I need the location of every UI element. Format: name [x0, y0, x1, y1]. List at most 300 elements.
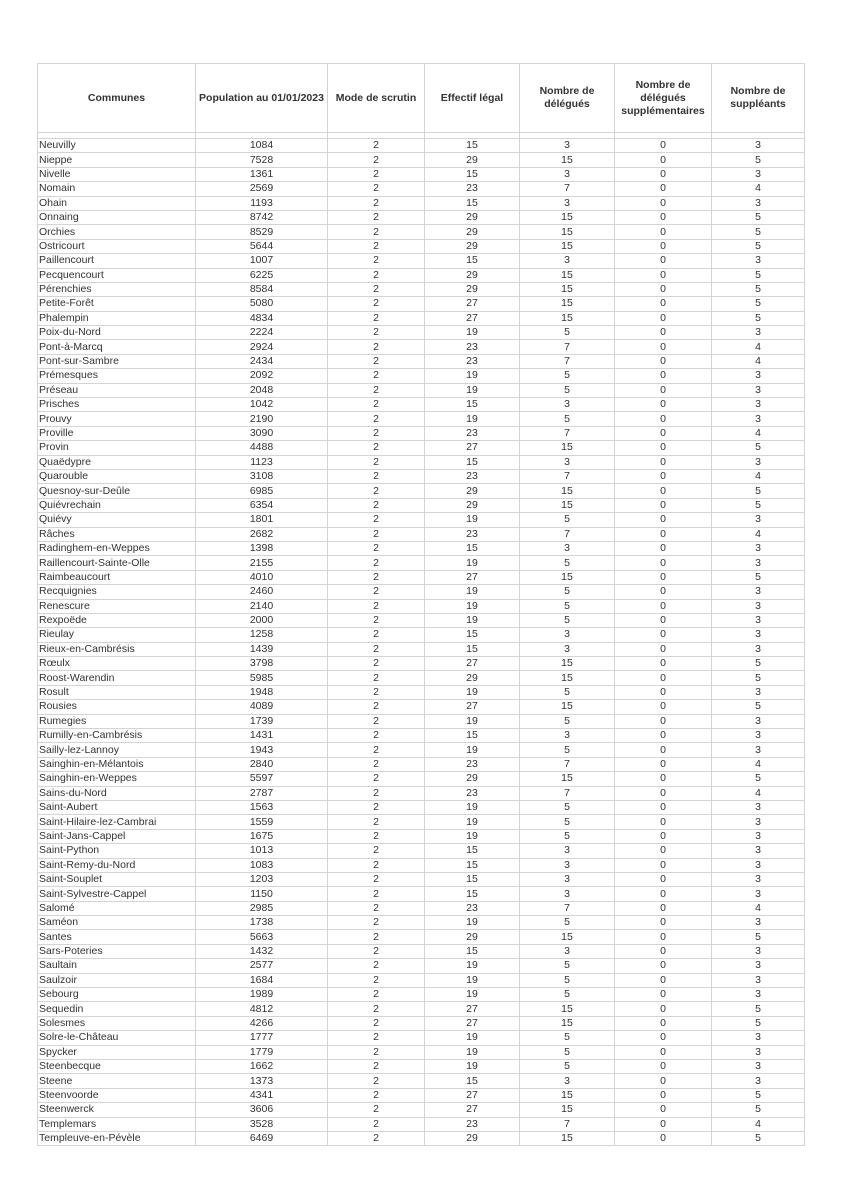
- delegues-supplementaires-cell: 0: [615, 844, 712, 858]
- commune-cell: Provin: [38, 441, 196, 455]
- effectif-legal-cell: 27: [425, 700, 520, 714]
- effectif-legal-cell: 27: [425, 1002, 520, 1016]
- suppleants-cell: 3: [712, 1031, 805, 1045]
- commune-cell: Radinghem-en-Weppes: [38, 541, 196, 555]
- population-cell: 4089: [196, 700, 328, 714]
- mode-scrutin-cell: 2: [328, 685, 425, 699]
- mode-scrutin-cell: 2: [328, 829, 425, 843]
- commune-cell: Renescure: [38, 599, 196, 613]
- delegues-supplementaires-cell: 0: [615, 225, 712, 239]
- effectif-legal-cell: 15: [425, 858, 520, 872]
- mode-scrutin-cell: 2: [328, 153, 425, 167]
- delegues-cell: 7: [520, 1117, 615, 1131]
- population-cell: 1948: [196, 685, 328, 699]
- population-cell: 3528: [196, 1117, 328, 1131]
- effectif-legal-cell: 19: [425, 1060, 520, 1074]
- table-row: [38, 988, 805, 1002]
- delegues-supplementaires-cell: 0: [615, 426, 712, 440]
- delegues-cell: 15: [520, 484, 615, 498]
- commune-cell: Templemars: [38, 1117, 196, 1131]
- commune-cell: Nivelle: [38, 167, 196, 181]
- mode-scrutin-cell: 2: [328, 426, 425, 440]
- effectif-legal-cell: 23: [425, 757, 520, 771]
- table-row: [38, 1117, 805, 1131]
- effectif-legal-cell: 15: [425, 398, 520, 412]
- effectif-legal-cell: 29: [425, 930, 520, 944]
- mode-scrutin-cell: 2: [328, 210, 425, 224]
- population-cell: 8529: [196, 225, 328, 239]
- delegues-cell: 7: [520, 426, 615, 440]
- delegues-cell: 15: [520, 570, 615, 584]
- effectif-legal-cell: 19: [425, 959, 520, 973]
- suppleants-cell: 3: [712, 398, 805, 412]
- table-row: [38, 916, 805, 930]
- effectif-legal-cell: 19: [425, 743, 520, 757]
- suppleants-cell: 3: [712, 412, 805, 426]
- delegues-cell: 7: [520, 901, 615, 915]
- population-cell: 3090: [196, 426, 328, 440]
- mode-scrutin-cell: 2: [328, 671, 425, 685]
- delegues-supplementaires-cell: 0: [615, 541, 712, 555]
- population-cell: 1989: [196, 988, 328, 1002]
- commune-cell: Ohain: [38, 196, 196, 210]
- commune-cell: Saint-Aubert: [38, 800, 196, 814]
- delegues-cell: 7: [520, 469, 615, 483]
- commune-cell: Pont-à-Marcq: [38, 340, 196, 354]
- table-row: [38, 714, 805, 728]
- commune-cell: Sequedin: [38, 1002, 196, 1016]
- effectif-legal-cell: 19: [425, 369, 520, 383]
- delegues-supplementaires-cell: 0: [615, 469, 712, 483]
- header-mode-scrutin: Mode de scrutin: [328, 64, 425, 133]
- table-row: [38, 671, 805, 685]
- mode-scrutin-cell: 2: [328, 973, 425, 987]
- suppleants-cell: 3: [712, 1060, 805, 1074]
- population-cell: 3606: [196, 1103, 328, 1117]
- table-row: [38, 239, 805, 253]
- population-cell: 1779: [196, 1045, 328, 1059]
- suppleants-cell: 5: [712, 700, 805, 714]
- effectif-legal-cell: 23: [425, 182, 520, 196]
- suppleants-cell: 3: [712, 1074, 805, 1088]
- table-row: [38, 757, 805, 771]
- population-cell: 3798: [196, 657, 328, 671]
- effectif-legal-cell: 29: [425, 772, 520, 786]
- delegues-supplementaires-cell: 0: [615, 973, 712, 987]
- delegues-cell: 3: [520, 628, 615, 642]
- population-cell: 1563: [196, 800, 328, 814]
- effectif-legal-cell: 29: [425, 282, 520, 296]
- header-row: [38, 64, 805, 133]
- commune-cell: Prisches: [38, 398, 196, 412]
- delegues-supplementaires-cell: 0: [615, 398, 712, 412]
- commune-cell: Salomé: [38, 901, 196, 915]
- delegues-cell: 5: [520, 613, 615, 627]
- delegues-supplementaires-cell: 0: [615, 1031, 712, 1045]
- mode-scrutin-cell: 2: [328, 1016, 425, 1030]
- delegues-cell: 5: [520, 800, 615, 814]
- population-cell: 2787: [196, 786, 328, 800]
- header-delegues-supplementaires: Nombre de délégués supplémentaires: [615, 64, 712, 133]
- table-row: [38, 1002, 805, 1016]
- effectif-legal-cell: 27: [425, 297, 520, 311]
- table-row: [38, 613, 805, 627]
- effectif-legal-cell: 29: [425, 671, 520, 685]
- population-cell: 2224: [196, 326, 328, 340]
- population-cell: 2924: [196, 340, 328, 354]
- mode-scrutin-cell: 2: [328, 1074, 425, 1088]
- delegues-supplementaires-cell: 0: [615, 685, 712, 699]
- delegues-supplementaires-cell: 0: [615, 1103, 712, 1117]
- delegues-cell: 15: [520, 700, 615, 714]
- mode-scrutin-cell: 2: [328, 556, 425, 570]
- mode-scrutin-cell: 2: [328, 469, 425, 483]
- mode-scrutin-cell: 2: [328, 167, 425, 181]
- effectif-legal-cell: 23: [425, 786, 520, 800]
- population-cell: 5663: [196, 930, 328, 944]
- effectif-legal-cell: 23: [425, 426, 520, 440]
- table-row: [38, 944, 805, 958]
- commune-cell: Sailly-lez-Lannoy: [38, 743, 196, 757]
- delegues-supplementaires-cell: 0: [615, 887, 712, 901]
- commune-cell: Rexpoëde: [38, 613, 196, 627]
- commune-cell: Ostricourt: [38, 239, 196, 253]
- delegues-cell: 3: [520, 167, 615, 181]
- delegues-supplementaires-cell: 0: [615, 210, 712, 224]
- effectif-legal-cell: 19: [425, 685, 520, 699]
- delegues-cell: 7: [520, 354, 615, 368]
- delegues-cell: 3: [520, 254, 615, 268]
- suppleants-cell: 3: [712, 628, 805, 642]
- delegues-cell: 5: [520, 973, 615, 987]
- delegues-supplementaires-cell: 0: [615, 916, 712, 930]
- population-cell: 2569: [196, 182, 328, 196]
- commune-cell: Orchies: [38, 225, 196, 239]
- suppleants-cell: 3: [712, 743, 805, 757]
- suppleants-cell: 3: [712, 959, 805, 973]
- table-row: [38, 268, 805, 282]
- delegues-cell: 15: [520, 225, 615, 239]
- delegues-supplementaires-cell: 0: [615, 944, 712, 958]
- mode-scrutin-cell: 2: [328, 930, 425, 944]
- commune-cell: Saint-Remy-du-Nord: [38, 858, 196, 872]
- suppleants-cell: 5: [712, 239, 805, 253]
- effectif-legal-cell: 19: [425, 613, 520, 627]
- effectif-legal-cell: 19: [425, 916, 520, 930]
- suppleants-cell: 4: [712, 527, 805, 541]
- delegues-supplementaires-cell: 0: [615, 599, 712, 613]
- suppleants-cell: 3: [712, 541, 805, 555]
- delegues-cell: 15: [520, 498, 615, 512]
- population-cell: 1559: [196, 815, 328, 829]
- suppleants-cell: 4: [712, 354, 805, 368]
- suppleants-cell: 4: [712, 1117, 805, 1131]
- delegues-supplementaires-cell: 0: [615, 642, 712, 656]
- delegues-cell: 3: [520, 398, 615, 412]
- delegues-cell: 15: [520, 311, 615, 325]
- delegues-cell: 15: [520, 930, 615, 944]
- mode-scrutin-cell: 2: [328, 541, 425, 555]
- commune-cell: Phalempin: [38, 311, 196, 325]
- delegues-supplementaires-cell: 0: [615, 988, 712, 1002]
- suppleants-cell: 5: [712, 657, 805, 671]
- effectif-legal-cell: 23: [425, 340, 520, 354]
- delegues-cell: 3: [520, 541, 615, 555]
- table-row: [38, 901, 805, 915]
- table-row: [38, 196, 805, 210]
- mode-scrutin-cell: 2: [328, 182, 425, 196]
- effectif-legal-cell: 19: [425, 815, 520, 829]
- population-cell: 5985: [196, 671, 328, 685]
- suppleants-cell: 3: [712, 815, 805, 829]
- delegues-cell: 15: [520, 671, 615, 685]
- delegues-supplementaires-cell: 0: [615, 1131, 712, 1145]
- population-cell: 1203: [196, 872, 328, 886]
- effectif-legal-cell: 29: [425, 210, 520, 224]
- population-cell: 4834: [196, 311, 328, 325]
- delegues-cell: 3: [520, 944, 615, 958]
- population-cell: 2190: [196, 412, 328, 426]
- delegues-supplementaires-cell: 0: [615, 1016, 712, 1030]
- population-cell: 1083: [196, 858, 328, 872]
- table-row: [38, 398, 805, 412]
- suppleants-cell: 5: [712, 772, 805, 786]
- population-cell: 1373: [196, 1074, 328, 1088]
- suppleants-cell: 5: [712, 441, 805, 455]
- suppleants-cell: 5: [712, 498, 805, 512]
- mode-scrutin-cell: 2: [328, 988, 425, 1002]
- table-row: [38, 527, 805, 541]
- table-row: [38, 455, 805, 469]
- population-cell: 4341: [196, 1088, 328, 1102]
- delegues-cell: 5: [520, 599, 615, 613]
- commune-cell: Templeuve-en-Pévèle: [38, 1131, 196, 1145]
- mode-scrutin-cell: 2: [328, 959, 425, 973]
- mode-scrutin-cell: 2: [328, 484, 425, 498]
- table-row: [38, 570, 805, 584]
- mode-scrutin-cell: 2: [328, 196, 425, 210]
- delegues-cell: 5: [520, 959, 615, 973]
- commune-cell: Saméon: [38, 916, 196, 930]
- effectif-legal-cell: 19: [425, 1031, 520, 1045]
- population-cell: 1398: [196, 541, 328, 555]
- table-row: [38, 1103, 805, 1117]
- suppleants-cell: 4: [712, 426, 805, 440]
- population-cell: 8742: [196, 210, 328, 224]
- effectif-legal-cell: 15: [425, 196, 520, 210]
- effectif-legal-cell: 27: [425, 570, 520, 584]
- delegues-supplementaires-cell: 0: [615, 1045, 712, 1059]
- effectif-legal-cell: 19: [425, 585, 520, 599]
- delegues-supplementaires-cell: 0: [615, 369, 712, 383]
- commune-cell: Sebourg: [38, 988, 196, 1002]
- commune-cell: Steenbecque: [38, 1060, 196, 1074]
- suppleants-cell: 5: [712, 930, 805, 944]
- population-cell: 1193: [196, 196, 328, 210]
- commune-cell: Proville: [38, 426, 196, 440]
- commune-cell: Saultain: [38, 959, 196, 973]
- mode-scrutin-cell: 2: [328, 844, 425, 858]
- effectif-legal-cell: 15: [425, 254, 520, 268]
- delegues-cell: 5: [520, 585, 615, 599]
- suppleants-cell: 3: [712, 944, 805, 958]
- delegues-cell: 3: [520, 729, 615, 743]
- commune-cell: Quesnoy-sur-Deûle: [38, 484, 196, 498]
- suppleants-cell: 5: [712, 282, 805, 296]
- table-row: [38, 685, 805, 699]
- delegues-supplementaires-cell: 0: [615, 1074, 712, 1088]
- suppleants-cell: 3: [712, 369, 805, 383]
- table-row: [38, 354, 805, 368]
- table-row: [38, 469, 805, 483]
- delegues-cell: 15: [520, 441, 615, 455]
- commune-cell: Steene: [38, 1074, 196, 1088]
- commune-cell: Raimbeaucourt: [38, 570, 196, 584]
- table-row: [38, 441, 805, 455]
- table-row: [38, 800, 805, 814]
- mode-scrutin-cell: 2: [328, 1117, 425, 1131]
- delegues-supplementaires-cell: 0: [615, 326, 712, 340]
- effectif-legal-cell: 27: [425, 441, 520, 455]
- commune-cell: Santes: [38, 930, 196, 944]
- delegues-cell: 5: [520, 412, 615, 426]
- mode-scrutin-cell: 2: [328, 1088, 425, 1102]
- mode-scrutin-cell: 2: [328, 1060, 425, 1074]
- effectif-legal-cell: 29: [425, 268, 520, 282]
- effectif-legal-cell: 15: [425, 944, 520, 958]
- mode-scrutin-cell: 2: [328, 1131, 425, 1145]
- commune-cell: Rieux-en-Cambrésis: [38, 642, 196, 656]
- mode-scrutin-cell: 2: [328, 225, 425, 239]
- commune-cell: Saint-Sylvestre-Cappel: [38, 887, 196, 901]
- commune-cell: Pérenchies: [38, 282, 196, 296]
- suppleants-cell: 5: [712, 153, 805, 167]
- mode-scrutin-cell: 2: [328, 398, 425, 412]
- table-row: [38, 541, 805, 555]
- population-cell: 3108: [196, 469, 328, 483]
- population-cell: 2000: [196, 613, 328, 627]
- mode-scrutin-cell: 2: [328, 700, 425, 714]
- delegues-cell: 5: [520, 685, 615, 699]
- mode-scrutin-cell: 2: [328, 858, 425, 872]
- delegues-supplementaires-cell: 0: [615, 1117, 712, 1131]
- commune-cell: Paillencourt: [38, 254, 196, 268]
- delegues-supplementaires-cell: 0: [615, 354, 712, 368]
- effectif-legal-cell: 29: [425, 239, 520, 253]
- suppleants-cell: 3: [712, 1045, 805, 1059]
- population-cell: 7528: [196, 153, 328, 167]
- delegues-cell: 3: [520, 887, 615, 901]
- suppleants-cell: 3: [712, 988, 805, 1002]
- delegues-supplementaires-cell: 0: [615, 829, 712, 843]
- delegues-cell: 15: [520, 1131, 615, 1145]
- mode-scrutin-cell: 2: [328, 657, 425, 671]
- delegues-cell: 15: [520, 1002, 615, 1016]
- delegues-cell: 5: [520, 988, 615, 1002]
- mode-scrutin-cell: 2: [328, 354, 425, 368]
- delegues-supplementaires-cell: 0: [615, 959, 712, 973]
- mode-scrutin-cell: 2: [328, 498, 425, 512]
- delegues-supplementaires-cell: 0: [615, 441, 712, 455]
- suppleants-cell: 3: [712, 829, 805, 843]
- effectif-legal-cell: 27: [425, 311, 520, 325]
- delegues-supplementaires-cell: 0: [615, 757, 712, 771]
- mode-scrutin-cell: 2: [328, 139, 425, 153]
- mode-scrutin-cell: 2: [328, 340, 425, 354]
- suppleants-cell: 5: [712, 297, 805, 311]
- delegues-supplementaires-cell: 0: [615, 657, 712, 671]
- commune-cell: Steenwerck: [38, 1103, 196, 1117]
- table-row: [38, 182, 805, 196]
- table-row: [38, 139, 805, 153]
- table-row: [38, 815, 805, 829]
- table-row: [38, 657, 805, 671]
- commune-cell: Prémesques: [38, 369, 196, 383]
- delegues-cell: 15: [520, 657, 615, 671]
- effectif-legal-cell: 15: [425, 872, 520, 886]
- delegues-cell: 5: [520, 556, 615, 570]
- effectif-legal-cell: 23: [425, 354, 520, 368]
- table-row: [38, 311, 805, 325]
- delegues-cell: 3: [520, 455, 615, 469]
- commune-cell: Neuvilly: [38, 139, 196, 153]
- delegues-supplementaires-cell: 0: [615, 1088, 712, 1102]
- delegues-cell: 15: [520, 297, 615, 311]
- commune-cell: Saint-Souplet: [38, 872, 196, 886]
- delegues-cell: 3: [520, 642, 615, 656]
- effectif-legal-cell: 29: [425, 225, 520, 239]
- suppleants-cell: 5: [712, 484, 805, 498]
- table-row: [38, 153, 805, 167]
- delegues-cell: 7: [520, 182, 615, 196]
- effectif-legal-cell: 29: [425, 498, 520, 512]
- delegues-supplementaires-cell: 0: [615, 800, 712, 814]
- suppleants-cell: 5: [712, 1016, 805, 1030]
- table-row: [38, 628, 805, 642]
- suppleants-cell: 3: [712, 729, 805, 743]
- suppleants-cell: 3: [712, 455, 805, 469]
- mode-scrutin-cell: 2: [328, 1103, 425, 1117]
- effectif-legal-cell: 23: [425, 1117, 520, 1131]
- delegues-supplementaires-cell: 0: [615, 815, 712, 829]
- population-cell: 1432: [196, 944, 328, 958]
- table-row: [38, 412, 805, 426]
- population-cell: 6469: [196, 1131, 328, 1145]
- commune-cell: Rumilly-en-Cambrésis: [38, 729, 196, 743]
- effectif-legal-cell: 15: [425, 844, 520, 858]
- delegues-supplementaires-cell: 0: [615, 383, 712, 397]
- delegues-supplementaires-cell: 0: [615, 153, 712, 167]
- delegues-cell: 15: [520, 210, 615, 224]
- suppleants-cell: 3: [712, 916, 805, 930]
- effectif-legal-cell: 15: [425, 628, 520, 642]
- table-row: [38, 844, 805, 858]
- delegues-cell: 5: [520, 1031, 615, 1045]
- suppleants-cell: 4: [712, 786, 805, 800]
- mode-scrutin-cell: 2: [328, 369, 425, 383]
- commune-cell: Saulzoir: [38, 973, 196, 987]
- table-header: [38, 64, 805, 139]
- delegues-cell: 5: [520, 714, 615, 728]
- delegues-cell: 5: [520, 383, 615, 397]
- mode-scrutin-cell: 2: [328, 412, 425, 426]
- commune-cell: Saint-Python: [38, 844, 196, 858]
- delegues-supplementaires-cell: 0: [615, 527, 712, 541]
- commune-cell: Quiévy: [38, 513, 196, 527]
- population-cell: 4266: [196, 1016, 328, 1030]
- effectif-legal-cell: 15: [425, 139, 520, 153]
- population-cell: 1431: [196, 729, 328, 743]
